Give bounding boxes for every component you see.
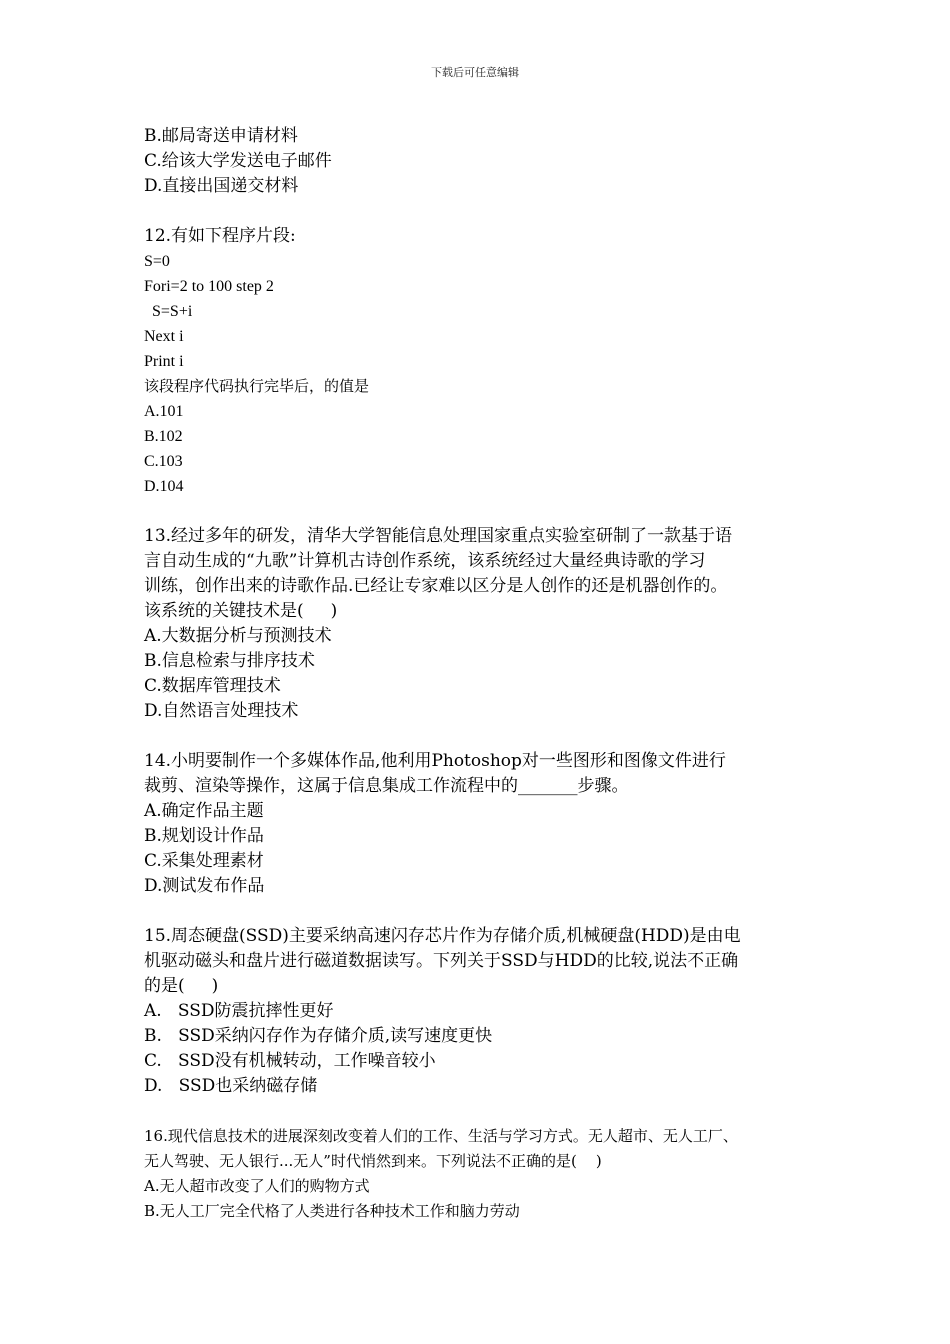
option-line: B.规划设计作品 (144, 826, 264, 846)
code-line: Print i (144, 353, 184, 370)
question-stem: 无人驾驶、无人银行...无人”时代悄然到来。下列说法不正确的是( ) (144, 1152, 602, 1170)
question-prompt: 该段程序代码执行完毕后，的值是 (144, 377, 370, 395)
question-stem: 15.周态硬盘(SSD)主要采纳高速闪存芯片作为存储介质,机械硬盘(HDD)是由电 (144, 926, 741, 946)
option-line: A.确定作品主题 (144, 801, 264, 821)
spacer (144, 1099, 824, 1124)
question-stem: 该系统的关键技术是( ) (144, 601, 338, 621)
option-line: A.无人超市改变了人们的购物方式 (144, 1177, 370, 1195)
option-line: C.数据库管理技术 (144, 676, 281, 696)
option-line: D.自然语言处理技术 (144, 701, 299, 721)
question-stem: 言自动生成的“九歌”计算机古诗创作系统，该系统经过大量经典诗歌的学习 (144, 551, 706, 571)
option-line: D. SSD也采纳磁存储 (144, 1076, 318, 1096)
code-line: Next i (144, 328, 184, 345)
option-line: A.大数据分析与预测技术 (144, 626, 332, 646)
question-stem: 训练，创作出来的诗歌作品.已经让专家难以区分是人创作的还是机器创作的。 (144, 576, 728, 596)
question-stem: 14.小明要制作一个多媒体作品,他利用Photoshop对一些图形和图像文件进行 (144, 751, 726, 771)
question-stem: 机驱动磁头和盘片进行磁道数据读写。下列关于SSD与HDD的比较,说法不正确 (144, 951, 739, 971)
spacer (144, 499, 824, 524)
question-12 (144, 224, 824, 499)
spacer (144, 899, 824, 924)
option-line: D.测试发布作品 (144, 876, 265, 896)
question-14 (144, 749, 824, 899)
document-body (144, 124, 824, 1224)
option-line: B. SSD采纳闪存作为存储介质,读写速度更快 (144, 1026, 493, 1046)
question-stem: 裁剪、渲染等操作，这属于信息集成工作流程中的_______步骤。 (144, 776, 629, 796)
question-stem: 12.有如下程序片段: (144, 226, 296, 246)
option-line: D.104 (144, 478, 184, 495)
option-line: D.直接出国递交材料 (144, 176, 299, 196)
option-line: C. SSD没有机械转动，工作噪音较小 (144, 1051, 436, 1071)
option-line: B.信息检索与排序技术 (144, 651, 315, 671)
page-header: 下载后可任意编辑 (431, 66, 519, 79)
spacer (144, 724, 824, 749)
question-13 (144, 524, 824, 724)
option-line: C.103 (144, 453, 183, 470)
question-stem: 13.经过多年的研发，清华大学智能信息处理国家重点实验室研制了一款基于语 (144, 526, 733, 546)
spacer (144, 199, 824, 224)
option-line: A. SSD防震抗摔性更好 (144, 1001, 334, 1021)
code-line: S=0 (144, 253, 170, 270)
question-11-options (144, 124, 824, 199)
option-line: C.给该大学发送电子邮件 (144, 151, 332, 171)
question-stem: 的是( ) (144, 976, 219, 996)
option-line: C.采集处理素材 (144, 851, 264, 871)
option-line: B.102 (144, 428, 183, 445)
option-line: B.邮局寄送申请材料 (144, 126, 298, 146)
code-line: Fori=2 to 100 step 2 (144, 278, 274, 295)
question-15 (144, 924, 824, 1099)
option-line: A.101 (144, 403, 184, 420)
code-line: S=S+i (144, 303, 193, 320)
question-stem: 16.现代信息技术的进展深刻改变着人们的工作、生活与学习方式。无人超市、无人工厂、 (144, 1127, 738, 1145)
question-16 (144, 1124, 824, 1224)
option-line: B.无人工厂完全代格了人类进行各种技术工作和脑力劳动 (144, 1202, 520, 1220)
